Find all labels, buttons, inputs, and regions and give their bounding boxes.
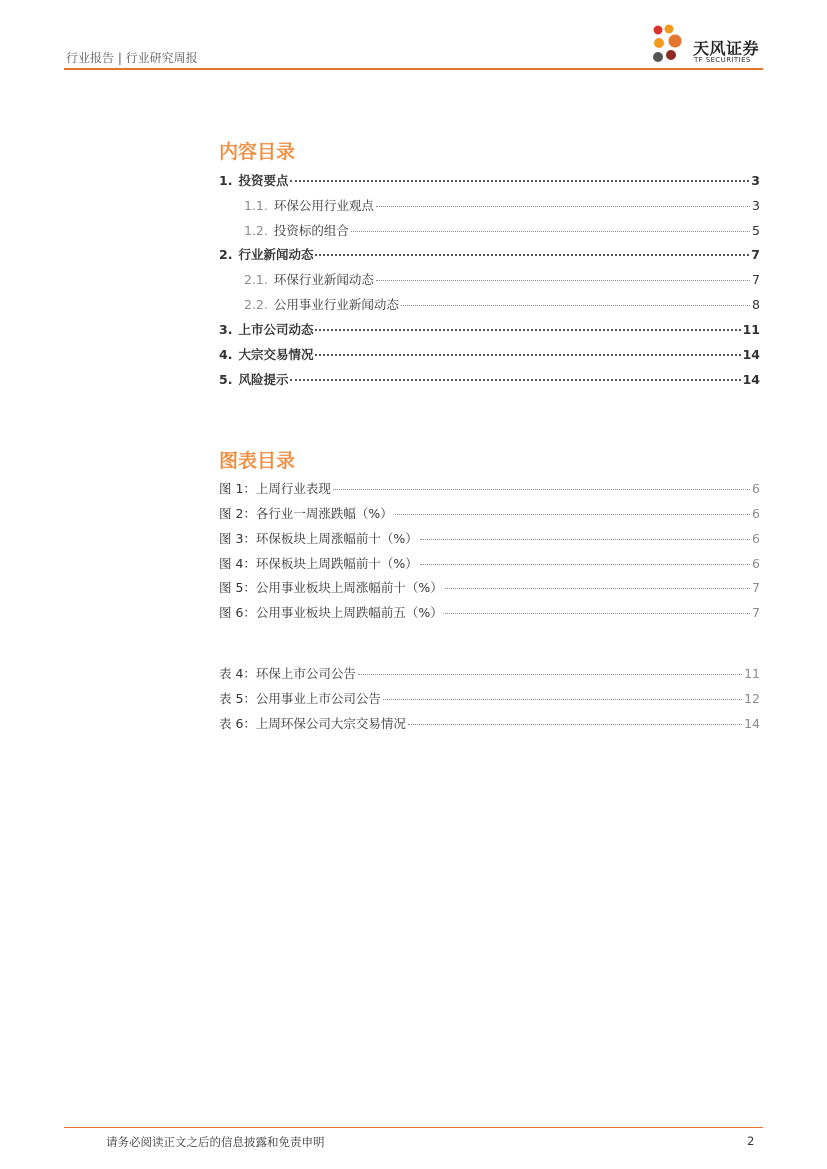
table-entry-page: 11 [744, 666, 760, 681]
toc-entry-title: 投资标的组合 [273, 223, 349, 238]
toc-entry-number: 3. [219, 322, 233, 337]
toc-entry[interactable] [244, 221, 760, 239]
toc-entry[interactable] [244, 270, 760, 288]
table-entry-page: 14 [744, 716, 760, 731]
table-entry[interactable] [219, 664, 760, 682]
figure-entry[interactable] [219, 529, 760, 547]
figure-entry-page: 6 [752, 556, 760, 571]
dot-leader [315, 354, 740, 356]
figure-entry-page: 6 [752, 506, 760, 521]
table-entry-title: 表 6：上周环保公司大宗交易情况 [219, 716, 406, 731]
toc-entry-page: 3 [752, 198, 760, 213]
header-divider [64, 68, 763, 70]
figure-entry-title: 图 2：各行业一周涨跌幅（%） [219, 506, 393, 521]
toc-entry-title: 公用事业行业新闻动态 [273, 297, 399, 312]
figure-entry-title: 图 5：公用事业板块上周涨幅前十（%） [219, 580, 443, 595]
dot-leader [395, 514, 750, 515]
dot-leader [290, 180, 749, 182]
toc-entry-page: 5 [752, 223, 760, 238]
toc-entry[interactable] [219, 320, 760, 338]
toc-entry[interactable] [219, 171, 760, 189]
figure-entry-page: 7 [752, 605, 760, 620]
toc-entry-number: 1. [219, 173, 233, 188]
brand-name: 天风证券 [693, 39, 760, 58]
toc-entry-number: 1.2. [244, 223, 268, 238]
toc-entry-title: 环保公用行业观点 [273, 198, 374, 213]
page-header [64, 0, 763, 70]
dot-leader [376, 280, 750, 281]
toc-entry-number: 2.1. [244, 272, 268, 287]
table-entry[interactable] [219, 689, 760, 707]
dot-leader [420, 564, 750, 565]
dot-leader [315, 254, 749, 256]
dot-leader [351, 231, 750, 232]
dot-leader [445, 588, 750, 589]
flower-logo-icon [649, 22, 689, 68]
toc-entry-number: 4. [219, 347, 233, 362]
toc-entry-page: 14 [742, 347, 760, 362]
figure-entry[interactable] [219, 603, 760, 621]
toc-entry-page: 7 [751, 247, 760, 262]
toc-entry-number: 2.2. [244, 297, 268, 312]
toc-entry-page: 7 [752, 272, 760, 287]
figure-entry-page: 7 [752, 580, 760, 595]
dot-leader [408, 724, 742, 725]
toc-entry-number: 1.1. [244, 198, 268, 213]
toc-entry-number: 2. [219, 247, 233, 262]
toc-entry-title: 行业新闻动态 [238, 247, 314, 262]
dot-leader [315, 329, 740, 331]
table-entry[interactable] [219, 714, 760, 732]
toc-entry[interactable] [219, 345, 760, 363]
figure-entry[interactable] [219, 578, 760, 596]
dot-leader [420, 539, 750, 540]
table-entry-title: 表 4：环保上市公司公告 [219, 666, 356, 681]
report-type: 行业报告 | 行业研究周报 [66, 51, 198, 65]
toc-entry-number: 5. [219, 372, 233, 387]
figure-entry-title: 图 3：环保板块上周涨幅前十（%） [219, 531, 418, 546]
figure-entry-title: 图 1：上周行业表现 [219, 481, 331, 496]
dot-leader [401, 305, 750, 306]
contents-heading: 内容目录 [219, 141, 296, 163]
brand-logo [649, 22, 763, 68]
toc-entry[interactable] [244, 295, 760, 313]
figure-entry[interactable] [219, 554, 760, 572]
figure-entry-page: 6 [752, 531, 760, 546]
brand-subtitle: TF SECURITIES [694, 56, 751, 64]
dot-leader [333, 489, 750, 490]
toc-entry-page: 3 [751, 173, 760, 188]
toc-entry-page: 11 [742, 322, 760, 337]
toc-entry-title: 大宗交易情况 [238, 347, 314, 362]
dot-leader [445, 613, 750, 614]
table-entry-title: 表 5：公用事业上市公司公告 [219, 691, 381, 706]
toc-entry-title: 上市公司动态 [238, 322, 314, 337]
figure-entry-title: 图 4：环保板块上周跌幅前十（%） [219, 556, 418, 571]
dot-leader [358, 674, 742, 675]
dot-leader [290, 379, 740, 381]
figure-entry-title: 图 6：公用事业板块上周跌幅前五（%） [219, 605, 443, 620]
figure-entry[interactable] [219, 504, 760, 522]
footer-divider [64, 1127, 763, 1128]
dot-leader [376, 206, 750, 207]
footer-disclaimer: 请务必阅读正文之后的信息披露和免责申明 [106, 1135, 325, 1149]
toc-entry-page: 8 [752, 297, 760, 312]
toc-entry[interactable] [219, 245, 760, 263]
figure-entry[interactable] [219, 479, 760, 497]
toc-entry-title: 投资要点 [238, 173, 289, 188]
toc-entry-page: 14 [742, 372, 760, 387]
toc-entry-title: 风险提示 [238, 372, 289, 387]
toc-entry-title: 环保行业新闻动态 [273, 272, 374, 287]
figures-heading: 图表目录 [219, 450, 296, 472]
figure-entry-page: 6 [752, 481, 760, 496]
dot-leader [383, 699, 742, 700]
toc-entry[interactable] [219, 370, 760, 388]
table-entry-page: 12 [744, 691, 760, 706]
page-number: 2 [747, 1134, 755, 1148]
toc-entry[interactable] [244, 196, 760, 214]
